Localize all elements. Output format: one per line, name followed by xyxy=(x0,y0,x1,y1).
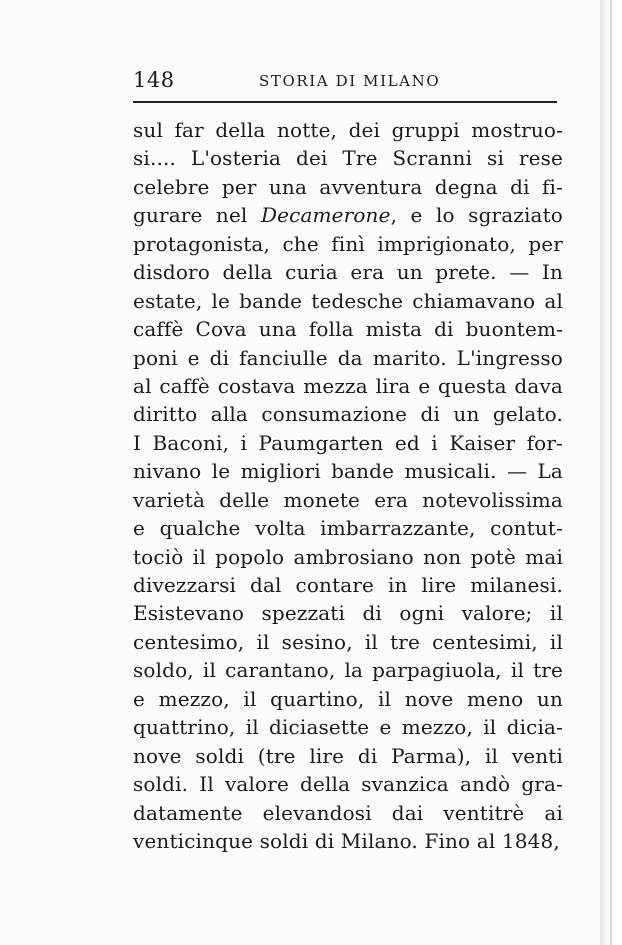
text-line: e mezzo, il quartino, il nove meno un xyxy=(133,686,563,711)
text-line: celebre per una avventura degna di fi- xyxy=(133,174,563,199)
text-line: al caffè costava mezza lira e questa dava xyxy=(133,373,563,398)
text-line: poni e di fanciulle da marito. L'ingresso xyxy=(133,345,563,370)
text-line: datamente elevandosi dai ventitrè ai xyxy=(133,800,563,825)
text-line: quattrino, il diciasette e mezzo, il dicia- xyxy=(133,715,563,740)
page-edge xyxy=(600,0,610,945)
text-line: nivano le migliori bande musicali. — La xyxy=(133,459,563,484)
text-line: centesimo, il sesino, il tre centesimi, il xyxy=(133,629,563,654)
text-line: Esistevano spezzati di ogni valore; il xyxy=(133,601,563,626)
text-line: si.... L'osteria dei Tre Scranni si rese xyxy=(133,146,563,171)
text-line: protagonista, che finì imprigionato, per xyxy=(133,231,563,256)
text-line: diritto alla consumazione di un gelato. xyxy=(133,402,563,427)
text-line: I Baconi, i Paumgarten ed i Kaiser for- xyxy=(133,430,563,455)
text-line: divezzarsi dal contare in lire milanesi. xyxy=(133,573,563,597)
header-rule xyxy=(133,101,557,103)
page-number: 148 xyxy=(133,68,175,92)
text-line: soldi. Il valore della svanzica andò gra- xyxy=(133,772,563,797)
text-line: caffè Cova una folla mista di buontem- xyxy=(133,317,563,342)
text-line: tociò il popolo ambrosiano non potè mai xyxy=(133,544,563,569)
text-line: e qualche volta imbarrazzante, contut- xyxy=(133,516,563,541)
page-header xyxy=(133,66,557,96)
text-line: venticinque soldi di Milano. Fino al 1848, xyxy=(133,828,560,853)
text-line: estate, le bande tedesche chiamavano al xyxy=(133,288,563,313)
text-line: soldo, il carantano, la parpagiuola, il tre xyxy=(133,658,563,683)
text-line: varietà delle monete era notevolissima xyxy=(133,487,563,512)
body-text xyxy=(133,116,563,855)
text-line: sul far della notte, dei gruppi mostruo- xyxy=(133,118,563,142)
text-line: nove soldi (tre lire di Parma), il venti xyxy=(133,743,563,768)
text-line: gurare nel Decamerone, e lo sgraziato xyxy=(133,203,563,228)
running-title: STORIA DI MILANO xyxy=(259,72,441,90)
italic-title: Decamerone xyxy=(260,203,391,228)
text-line: disdoro della curia era un prete. — In xyxy=(133,260,563,285)
